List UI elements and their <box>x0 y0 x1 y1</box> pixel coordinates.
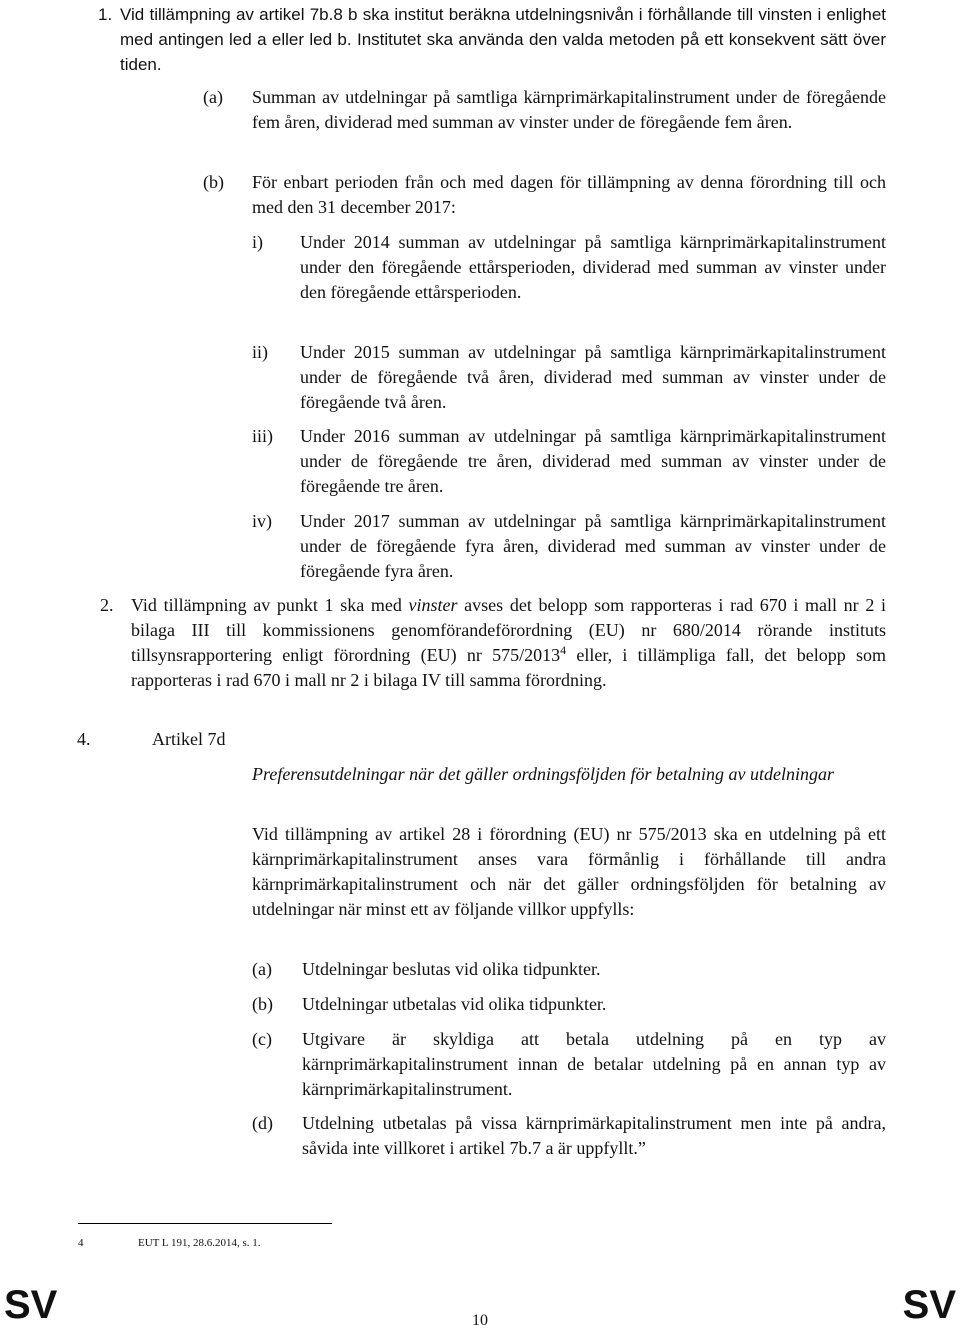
condition-d-label: (d) <box>252 1113 273 1133</box>
footnote-reference[interactable]: 4 <box>560 643 567 657</box>
sub-iii-label: iii) <box>252 426 273 446</box>
item-2-text-after: eller, i tillämpliga fall, det belopp som rapporteras i rad 670 i mall nr 2 i bilaga IV till samma förordning. <box>131 645 886 690</box>
footnote-divider <box>78 1223 332 1224</box>
footnote <box>78 1236 261 1250</box>
item-1-text: Vid tillämpning av artikel 7b.8 b ska institut beräkna utdelningsnivån i förhållande till vinsten i enlighet med antingen led a eller led b. Institutet ska använda den valda metoden på ett konsekvent sätt över tiden. <box>120 5 886 74</box>
item-2-text <box>131 593 886 693</box>
condition-d-text: Utdelning utbetalas på vissa kärnprimärkapitalinstrument men inte på andra, såvida inte villkoret i artikel 7b.7 a är uppfyllt.” <box>302 1113 886 1158</box>
page-number: 10 <box>472 1312 488 1329</box>
sub-iii-text: Under 2016 summan av utdelningar på samtliga kärnprimärkapitalinstrument under de föregående tre åren, dividerad med summan av vinster under de föregående tre åren. <box>300 426 886 496</box>
article-subtitle: Preferensutdelningar när det gäller ordningsföljden för betalning av utdelningar <box>252 764 834 784</box>
footer-language-left: SV <box>4 1283 58 1327</box>
sub-i-text: Under 2014 summan av utdelningar på samtliga kärnprimärkapitalinstrument under den föregående ettårsperioden, dividerad med summan av vinster under den föregående ettårsperioden. <box>300 232 886 302</box>
item-1-number: 1. <box>98 5 113 24</box>
footnote-number: 4 <box>78 1237 84 1249</box>
sub-i-label: i) <box>252 232 263 252</box>
item-1b-label: (b) <box>203 172 224 192</box>
item-4-number: 4. <box>77 729 91 749</box>
footnote-text: EUT L 191, 28.6.2014, s. 1. <box>138 1237 261 1249</box>
item-2-text-middle: avses det belopp som rapporteras i rad 670 i mall nr 2 i bilaga III till kommissionens genomförandeförordning (EU) nr 680/2014 rörande instituts tillsynsrapportering enligt förordning (EU) nr 575/2013 <box>131 595 887 665</box>
condition-a-label: (a) <box>252 959 272 979</box>
condition-c-text: Utgivare är skyldiga att betala utdelning på en typ av kärnprimärkapitalinstrument innan de betalar utdelning på en annan typ av kärnprimärkapitalinstrument. <box>302 1029 886 1099</box>
item-1b-text: För enbart perioden från och med dagen för tillämpning av denna förordning till och med den 31 december 2017: <box>252 172 886 217</box>
item-2-number: 2. <box>100 595 114 615</box>
condition-b-text: Utdelningar utbetalas vid olika tidpunkter. <box>302 994 607 1014</box>
article-intro: Vid tillämpning av artikel 28 i förordning (EU) nr 575/2013 ska en utdelning på ett kärnprimärkapitalinstrument anses vara förmånlig i förhållande till andra kärnprimärkapitalinstrument och när det gäller ordningsföljden för betalning av utdelningar när minst ett av följande villkor uppfylls: <box>252 824 886 919</box>
item-4-heading: Artikel 7d <box>152 729 226 749</box>
condition-a-text: Utdelningar beslutas vid olika tidpunkter. <box>302 959 601 979</box>
sub-iv-text: Under 2017 summan av utdelningar på samtliga kärnprimärkapitalinstrument under de föregående fyra åren, dividerad med summan av vinster under de föregående fyra åren. <box>300 511 886 581</box>
condition-b-label: (b) <box>252 994 273 1014</box>
sub-ii-text: Under 2015 summan av utdelningar på samtliga kärnprimärkapitalinstrument under de föregående två åren, dividerad med summan av vinster under de föregående två åren. <box>300 342 886 412</box>
item-1a-label: (a) <box>203 87 223 107</box>
footer-language-right: SV <box>902 1283 956 1327</box>
condition-c-label: (c) <box>252 1029 272 1049</box>
item-2-italic-word: vinster <box>408 595 458 615</box>
item-1a-text: Summan av utdelningar på samtliga kärnprimärkapitalinstrument under de föregående fem åren, dividerad med summan av vinster under de föregående fem åren. <box>252 87 886 132</box>
sub-iv-label: iv) <box>252 511 272 531</box>
item-2-text-before: Vid tillämpning av punkt 1 ska med <box>131 595 409 615</box>
sub-ii-label: ii) <box>252 342 268 362</box>
